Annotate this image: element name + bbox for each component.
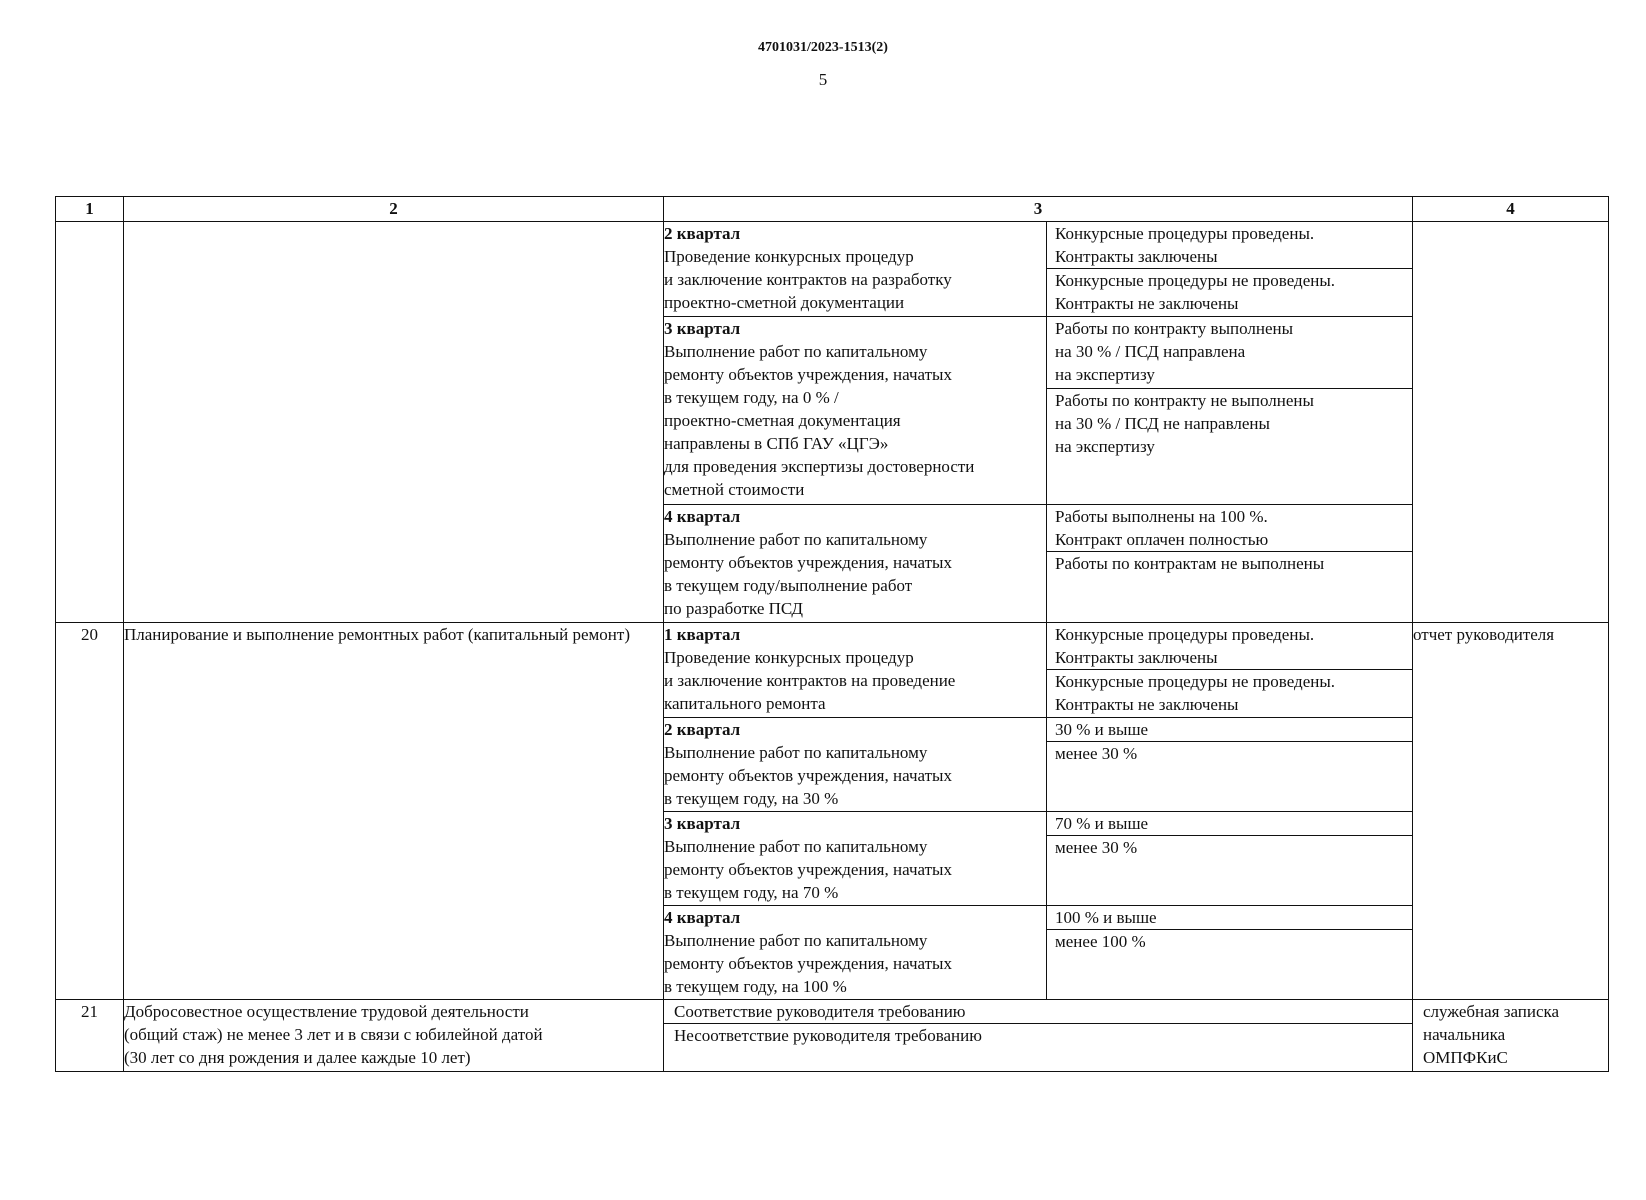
quarter-label: 4 квартал	[664, 507, 741, 526]
page-number: 5	[818, 70, 828, 89]
outcome-positive: 70 % и выше	[1047, 812, 1412, 836]
outcome-positive: 30 % и выше	[1047, 718, 1412, 742]
table-row	[56, 1000, 1609, 1072]
quarter-cell	[664, 317, 1047, 505]
quarter-cell	[664, 906, 1047, 1000]
row-number: 21	[56, 1000, 124, 1072]
outcome-negative: менее 30 %	[1055, 838, 1138, 857]
outcome-negative: Работы по контрактам не выполнены	[1055, 554, 1325, 573]
quarter-cell	[664, 623, 1047, 718]
quarter-label: 2 квартал	[664, 720, 741, 739]
outcomes-cell	[1047, 317, 1413, 505]
outcome-positive: Конкурсные процедуры проведены. Контракты заключены	[1047, 222, 1412, 269]
header-col-2: 2	[124, 197, 664, 222]
quarter-label: 3 квартал	[664, 814, 741, 833]
quarter-description: Выполнение работ по капитальному ремонту объектов учреждения, начатых в текущем году, на 30 %	[664, 743, 952, 808]
outcomes-cell	[1047, 906, 1413, 1000]
source-cell	[1413, 222, 1609, 623]
outcome-negative: менее 100 %	[1055, 932, 1146, 951]
outcome-positive: 100 % и выше	[1047, 906, 1412, 930]
outcome-positive: Работы по контракту выполнены на 30 % / ПСД направлена на экспертизу	[1047, 317, 1412, 389]
outcomes-cell	[1047, 812, 1413, 906]
table-row	[56, 623, 1609, 718]
quarter-description: Выполнение работ по капитальному ремонту объектов учреждения, начатых в текущем году, на 0 % / проектно-сметная документация направлены в СПб ГАУ «ЦГЭ» для проведения экспертизы достоверности сметной стоимости	[664, 342, 975, 499]
outcomes-cell	[1047, 505, 1413, 623]
outcomes-cell	[1047, 718, 1413, 812]
quarter-label: 3 квартал	[664, 319, 741, 338]
quarter-cell	[664, 718, 1047, 812]
num-cell	[56, 222, 124, 623]
outcome-negative: Конкурсные процедуры не проведены. Контракты не заключены	[1055, 271, 1336, 313]
quarter-cell	[664, 812, 1047, 906]
quarter-description: Выполнение работ по капитальному ремонту объектов учреждения, начатых в текущем году, на 100 %	[664, 931, 952, 996]
outcome-positive: Соответствие руководителя требованию	[664, 1000, 1412, 1024]
outcome-positive: Работы выполнены на 100 %. Контракт оплачен полностью	[1047, 505, 1412, 552]
quarter-description: Проведение конкурсных процедур и заключение контрактов на проведение капитального ремонта	[664, 648, 956, 713]
row-number: 20	[56, 623, 124, 1000]
outcome-negative: Несоответствие руководителя требованию	[674, 1026, 982, 1045]
header-col-1: 1	[56, 197, 124, 222]
quarter-cell	[664, 505, 1047, 623]
outcome-positive: Конкурсные процедуры проведены. Контракты заключены	[1047, 623, 1412, 670]
quarter-cell	[664, 222, 1047, 317]
evidence-source: отчет руководителя	[1413, 623, 1609, 1000]
evidence-source: служебная записка начальника ОМПФКиС	[1413, 1000, 1609, 1072]
quarter-description: Проведение конкурсных процедур и заключение контрактов на разработку проектно-сметной документации	[664, 247, 952, 312]
title-cell	[124, 222, 664, 623]
outcomes-cell	[1047, 623, 1413, 718]
table-header-row	[56, 197, 1609, 222]
outcome-negative: менее 30 %	[1055, 744, 1138, 763]
header-col-4: 4	[1413, 197, 1609, 222]
quarter-label: 1 квартал	[664, 625, 741, 644]
outcomes-cell	[664, 1000, 1413, 1072]
quarter-label: 4 квартал	[664, 908, 741, 927]
outcome-negative: Конкурсные процедуры не проведены. Контракты не заключены	[1055, 672, 1336, 714]
outcomes-cell	[1047, 222, 1413, 317]
header-col-3: 3	[664, 197, 1413, 222]
quarter-description: Выполнение работ по капитальному ремонту объектов учреждения, начатых в текущем году, на 70 %	[664, 837, 952, 902]
outcome-negative: Работы по контракту не выполнены на 30 % / ПСД не направлены на экспертизу	[1055, 391, 1314, 456]
criteria-table	[55, 196, 1609, 1072]
quarter-label: 2 квартал	[664, 224, 741, 243]
table-row	[56, 222, 1609, 317]
criterion-title: Добросовестное осуществление трудовой деятельности (общий стаж) не менее 3 лет и в связи с юбилейной датой (30 лет со дня рождения и далее каждые 10 лет)	[124, 1000, 664, 1072]
criterion-title: Планирование и выполнение ремонтных работ (капитальный ремонт)	[124, 623, 664, 1000]
quarter-description: Выполнение работ по капитальному ремонту объектов учреждения, начатых в текущем году/выполнение работ по разработке ПСД	[664, 530, 952, 618]
document-id: 4701031/2023-1513(2)	[758, 40, 888, 55]
